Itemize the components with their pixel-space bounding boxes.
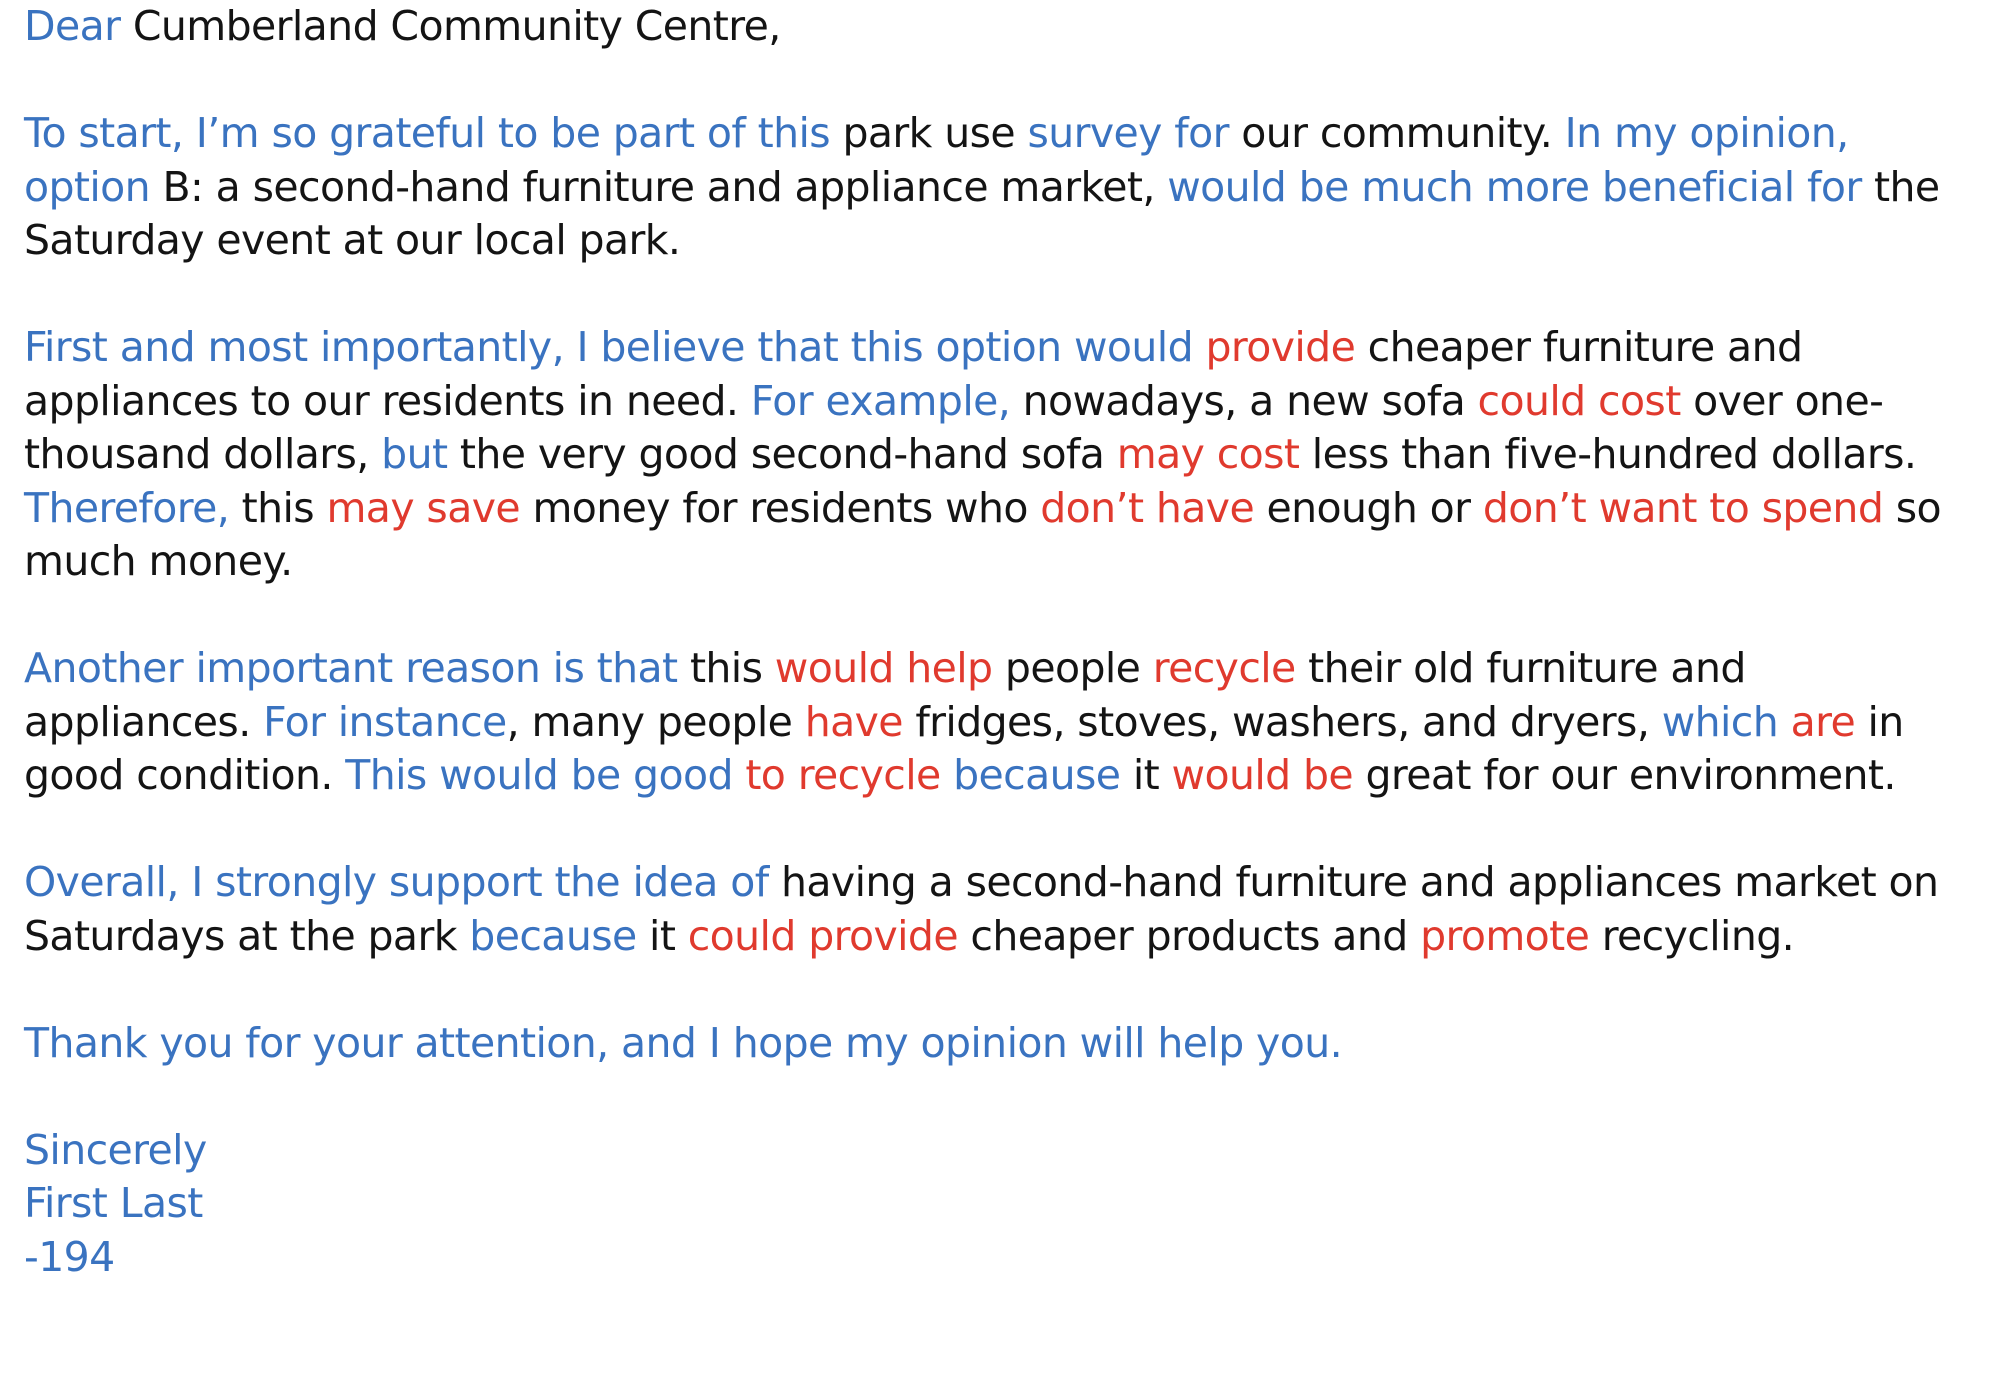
sign-off: Sincerely [24,1125,207,1174]
text-segment: First and most importantly, I believe that this option would [24,323,1206,371]
paragraph-reason-one [24,321,1984,589]
text-segment: because [953,751,1133,799]
text-segment: so much money. [24,483,1941,585]
text-segment: are [1790,697,1868,746]
text-segment: this [241,483,327,532]
paragraph-intro [24,107,1984,268]
text-segment: this [689,644,775,692]
text-segment: great for our environment. [1365,751,1896,799]
text-segment: Therefore, [24,483,242,532]
text-segment: cheaper products and [970,911,1421,960]
text-segment: have [804,697,916,746]
paragraph-conclusion [24,856,1984,963]
paragraph-thanks [24,1017,1984,1071]
text-segment: B: a second-hand furniture and appliance market, [162,162,1168,211]
text-segment: To start, I’m so grateful to be part of this [24,109,843,157]
text-segment: survey for [1027,109,1242,157]
text-segment: could cost [1477,376,1694,425]
text-segment: enough or [1266,483,1483,532]
letter-document [24,0,1984,1284]
text-segment: Overall, I strongly support the idea of [24,858,782,906]
letter-closing [24,1124,1984,1285]
text-segment: money for residents who [532,483,1041,532]
text-segment: having a second-hand furniture and appliances market on Saturdays at the park [24,858,1939,960]
text-segment: Thank you for your attention, and I hope my opinion will help you. [24,1018,1343,1067]
text-segment: could provide [687,911,971,960]
text-segment: may cost [1116,430,1312,478]
text-segment: recycling. [1601,911,1795,960]
text-segment: Cumberland Community Centre, [132,2,781,50]
text-segment: it [649,911,688,960]
text-segment: to recycle [745,751,954,799]
word-count: -194 [24,1232,115,1281]
text-segment: don’t have [1040,483,1267,532]
text-segment: may save [326,483,533,532]
text-segment: park use [842,109,1028,157]
text-segment: cheaper furniture and appliances to our residents in need. [24,323,1803,425]
text-segment: This would be good [345,751,746,799]
text-segment: promote [1420,911,1602,960]
text-segment: don’t want to spend [1482,483,1896,532]
text-segment: In my opinion, option [24,109,1849,211]
text-segment: but [381,430,460,478]
text-segment: it [1132,751,1172,799]
text-segment: people [1004,644,1153,692]
text-segment: For example, [750,376,1023,425]
text-segment: Dear [24,2,133,50]
signature-name: First Last [24,1179,203,1227]
text-segment: , many people [506,697,805,746]
paragraph-reason-two [24,642,1984,803]
text-segment: in good condition. [24,697,1904,799]
text-segment: would help [774,644,1005,692]
text-segment: because [469,911,650,960]
text-segment: For instance [263,697,507,746]
text-segment: fridges, stoves, washers, and dryers, [915,697,1662,746]
text-segment: provide [1205,323,1368,371]
paragraph-salutation [24,0,1984,54]
letter-body [24,0,1984,1070]
text-segment: Another important reason is that [24,644,690,692]
text-segment: recycle [1152,644,1309,692]
text-segment: less than five-hundred dollars. [1311,430,1917,478]
text-segment: would be much more beneficial for [1167,162,1875,211]
text-segment: over one-thousand dollars, [24,376,1884,478]
text-segment: which [1661,697,1791,746]
text-segment: the Saturday event at our local park. [24,162,1940,264]
text-segment: the very good second-hand sofa [459,430,1117,478]
text-segment: nowadays, a new sofa [1022,376,1478,425]
text-segment: their old furniture and appliances. [24,644,1746,746]
text-segment: would be [1171,751,1366,799]
text-segment: our community. [1241,109,1565,157]
